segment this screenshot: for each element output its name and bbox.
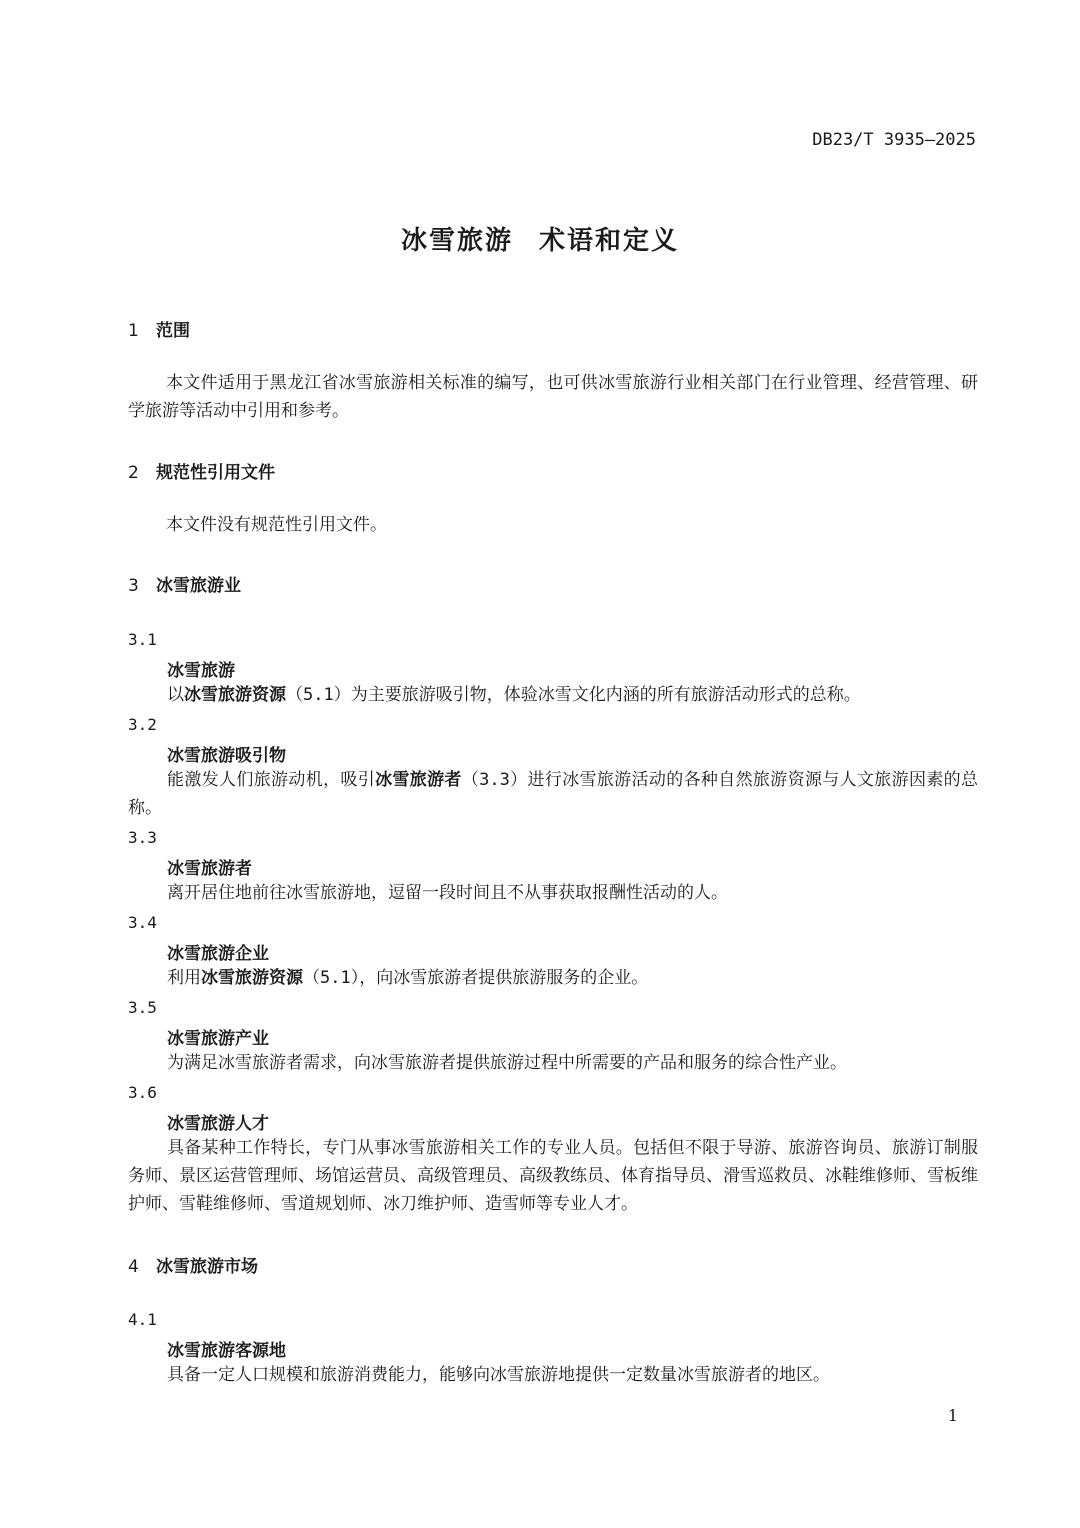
term-title: 冰雪旅游 [167,661,235,681]
term-reference-number: （5.1） [286,685,351,705]
section-4-heading [128,1252,258,1277]
section-title: 规范性引用文件 [156,463,275,483]
section-title: 冰雪旅游业 [156,576,241,596]
term-number: 3.6 [128,1083,157,1102]
section-1-body: 本文件适用于黑龙江省冰雪旅游相关标准的编写，也可供冰雪旅游行业相关部门在行业管理、经营管理、研学旅游等活动中引用和参考。 [128,373,978,421]
title-part-1: 冰雪旅游 [400,226,513,256]
term-reference-number: （3.3） [461,770,528,790]
term-title: 冰雪旅游企业 [167,944,269,964]
section-title: 冰雪旅游市场 [156,1257,258,1277]
term-definition [167,681,978,709]
standard-code: DB23/T 3935—2025 [812,130,976,150]
term-definition: 离开居住地前往冰雪旅游地，逗留一段时间且不从事获取报酬性活动的人。 [167,883,728,903]
term-reference: 冰雪旅游资源 [201,968,303,988]
term-title: 冰雪旅游人才 [167,1114,269,1134]
term-number: 3.2 [128,715,157,734]
term-number: 3.4 [128,913,157,932]
term-definition: 为满足冰雪旅游者需求，向冰雪旅游者提供旅游过程中所需要的产品和服务的综合性产业。 [167,1053,847,1073]
section-number: 2 [128,463,139,483]
term-reference: 冰雪旅游者 [375,770,462,790]
document-title [0,220,1080,257]
section-title: 范围 [156,321,190,341]
section-2-body: 本文件没有规范性引用文件。 [166,515,387,535]
term-reference: 冰雪旅游资源 [184,685,286,705]
term-title: 冰雪旅游者 [167,859,252,879]
term-definition [167,964,978,992]
term-title: 冰雪旅游吸引物 [167,746,286,766]
term-number: 3.1 [128,630,157,649]
section-number: 4 [128,1257,139,1277]
term-definition [128,766,978,822]
definition-text: ，向冰雪旅游者提供旅游服务的企业。 [359,968,649,988]
term-number: 3.3 [128,828,157,847]
section-number: 3 [128,576,139,596]
term-title: 冰雪旅游产业 [167,1029,269,1049]
term-number: 4.1 [128,1310,157,1329]
term-definition: 具备一定人口规模和旅游消费能力，能够向冰雪旅游地提供一定数量冰雪旅游者的地区。 [167,1365,830,1385]
title-part-2: 术语和定义 [539,226,680,256]
definition-text: 利用 [167,968,201,988]
section-number: 1 [128,321,139,341]
section-3-heading [128,571,241,596]
definition-text: 进行冰雪旅游活动的各种自然旅游资源与人文旅游因素的总称。 [128,770,979,818]
term-title: 冰雪旅游客源地 [167,1341,286,1361]
term-definition: 具备某种工作特长，专门从事冰雪旅游相关工作的专业人员。包括但不限于导游、旅游咨询员、旅游订制服务师、景区运营管理师、场馆运营员、高级管理员、高级教练员、体育指导员、滑雪巡救员、冰鞋维修师、雪板维护师、雪鞋维修师、雪道规划师、冰刀维护师、造雪师等专业人才。 [128,1138,978,1214]
section-2-heading [128,458,275,483]
term-number: 3.5 [128,998,157,1017]
definition-text: 为主要旅游吸引物，体验冰雪文化内涵的所有旅游活动形式的总称。 [350,685,861,705]
term-reference-number: （5.1） [303,968,360,988]
definition-text: 以 [167,685,184,705]
page-number: 1 [947,1406,958,1425]
section-1-heading [128,316,190,341]
definition-text: 能激发人们旅游动机，吸引 [167,770,376,790]
